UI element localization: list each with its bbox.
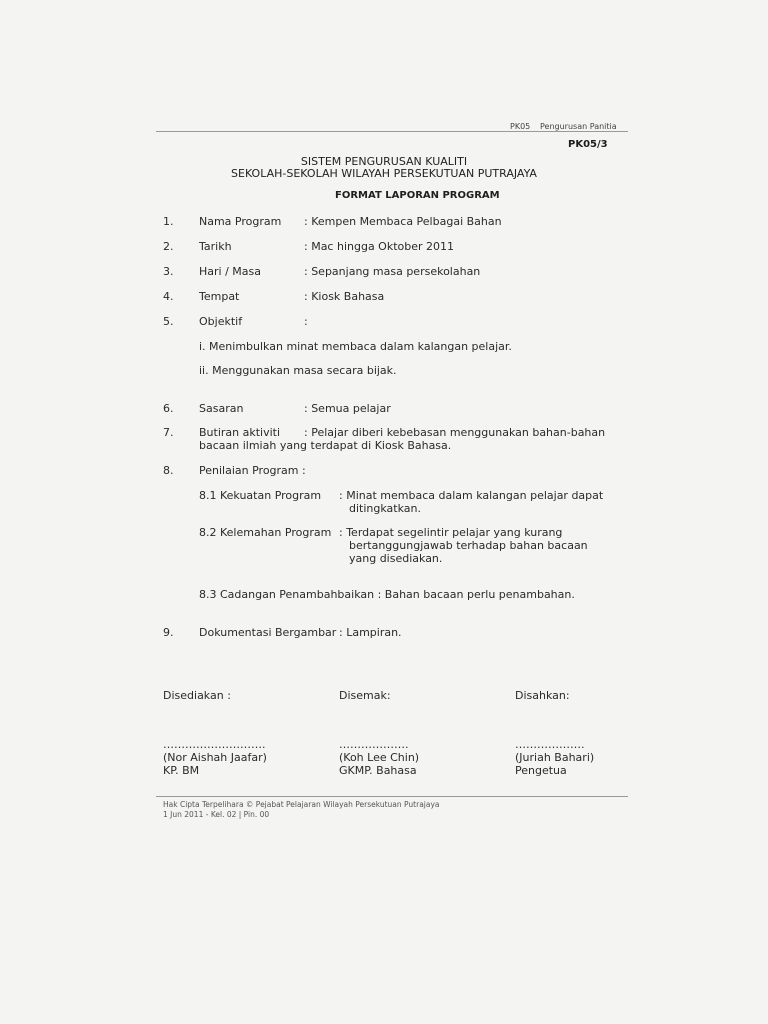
- item4-value: : Kiosk Bahasa: [304, 290, 385, 303]
- format-title: FORMAT LAPORAN PROGRAM: [335, 190, 500, 201]
- title-line2: SEKOLAH-SEKOLAH WILAYAH PERSEKUTUAN PUTRAJAYA: [231, 167, 537, 180]
- item5-label: Objektif: [199, 315, 243, 328]
- document-code: PK05/3: [568, 139, 608, 150]
- weakness-line2: bertanggungjawab terhadap bahan bacaan: [349, 539, 588, 552]
- approved-signature-line: ……………….: [515, 738, 585, 751]
- checked-title: GKMP. Bahasa: [339, 764, 417, 777]
- weakness-line1: : Terdapat segelintir pelajar yang kurang: [339, 526, 563, 539]
- item5-value: :: [304, 315, 308, 328]
- item1-value: : Kempen Membaca Pelbagai Bahan: [304, 215, 502, 228]
- header-ref-left: PK05: [510, 122, 531, 131]
- item7-value: : Pelajar diberi kebebasan menggunakan bahan-bahan: [304, 426, 606, 439]
- item1-number: 1.: [163, 215, 174, 228]
- item2-value: : Mac hingga Oktober 2011: [304, 240, 455, 253]
- item9-label: Dokumentasi Bergambar: [199, 626, 337, 639]
- header-rule: [156, 131, 628, 132]
- item7-value-line2: bacaan ilmiah yang terdapat di Kiosk Bahasa.: [199, 439, 452, 452]
- approved-title: Pengetua: [515, 764, 567, 777]
- item9-value: : Lampiran.: [339, 626, 402, 639]
- prepared-name: (Nor Aishah Jaafar): [163, 751, 267, 764]
- prepared-heading: Disediakan :: [163, 689, 231, 702]
- item4-number: 4.: [163, 290, 174, 303]
- footer-copyright: Hak Cipta Terpelihara © Pejabat Pelajaran Wilayah Persekutuan Putrajaya: [163, 800, 440, 809]
- approved-heading: Disahkan:: [515, 689, 570, 702]
- improvement-suggestion: 8.3 Cadangan Penambahbaikan : Bahan bacaan perlu penambahan.: [199, 588, 575, 601]
- item9-number: 9.: [163, 626, 174, 639]
- header-ref-right: Pengurusan Panitia: [540, 122, 617, 131]
- footer-revision: 1 Jun 2011 - Kel. 02 | Pin. 00: [163, 810, 270, 819]
- checked-heading: Disemak:: [339, 689, 391, 702]
- item6-value: : Semua pelajar: [304, 402, 391, 415]
- item2-number: 2.: [163, 240, 174, 253]
- item6-label: Sasaran: [199, 402, 244, 415]
- item2-label: Tarikh: [199, 240, 232, 253]
- item8-number: 8.: [163, 464, 174, 477]
- item1-label: Nama Program: [199, 215, 282, 228]
- approved-name: (Juriah Bahari): [515, 751, 595, 764]
- item3-number: 3.: [163, 265, 174, 278]
- strength-line1: : Minat membaca dalam kalangan pelajar dapat: [339, 489, 604, 502]
- weakness-label: 8.2 Kelemahan Program: [199, 526, 332, 539]
- objective-2: ii. Menggunakan masa secara bijak.: [199, 364, 397, 377]
- item4-label: Tempat: [199, 290, 240, 303]
- item7-number: 7.: [163, 426, 174, 439]
- item5-number: 5.: [163, 315, 174, 328]
- strength-label: 8.1 Kekuatan Program: [199, 489, 322, 502]
- footer-rule: [156, 796, 628, 797]
- item6-number: 6.: [163, 402, 174, 415]
- objective-1: i. Menimbulkan minat membaca dalam kalangan pelajar.: [199, 340, 512, 353]
- item7-label: Butiran aktiviti: [199, 426, 281, 439]
- prepared-signature-line: ……………………….: [163, 738, 266, 751]
- item8-label: Penilaian Program :: [199, 464, 306, 477]
- strength-line2: ditingkatkan.: [349, 502, 421, 515]
- checked-signature-line: ……………….: [339, 738, 409, 751]
- item3-value: : Sepanjang masa persekolahan: [304, 265, 481, 278]
- prepared-title: KP. BM: [163, 764, 200, 777]
- checked-name: (Koh Lee Chin): [339, 751, 420, 764]
- title-line1: SISTEM PENGURUSAN KUALITI: [300, 155, 468, 168]
- item3-label: Hari / Masa: [199, 265, 261, 278]
- weakness-line3: yang disediakan.: [349, 552, 443, 565]
